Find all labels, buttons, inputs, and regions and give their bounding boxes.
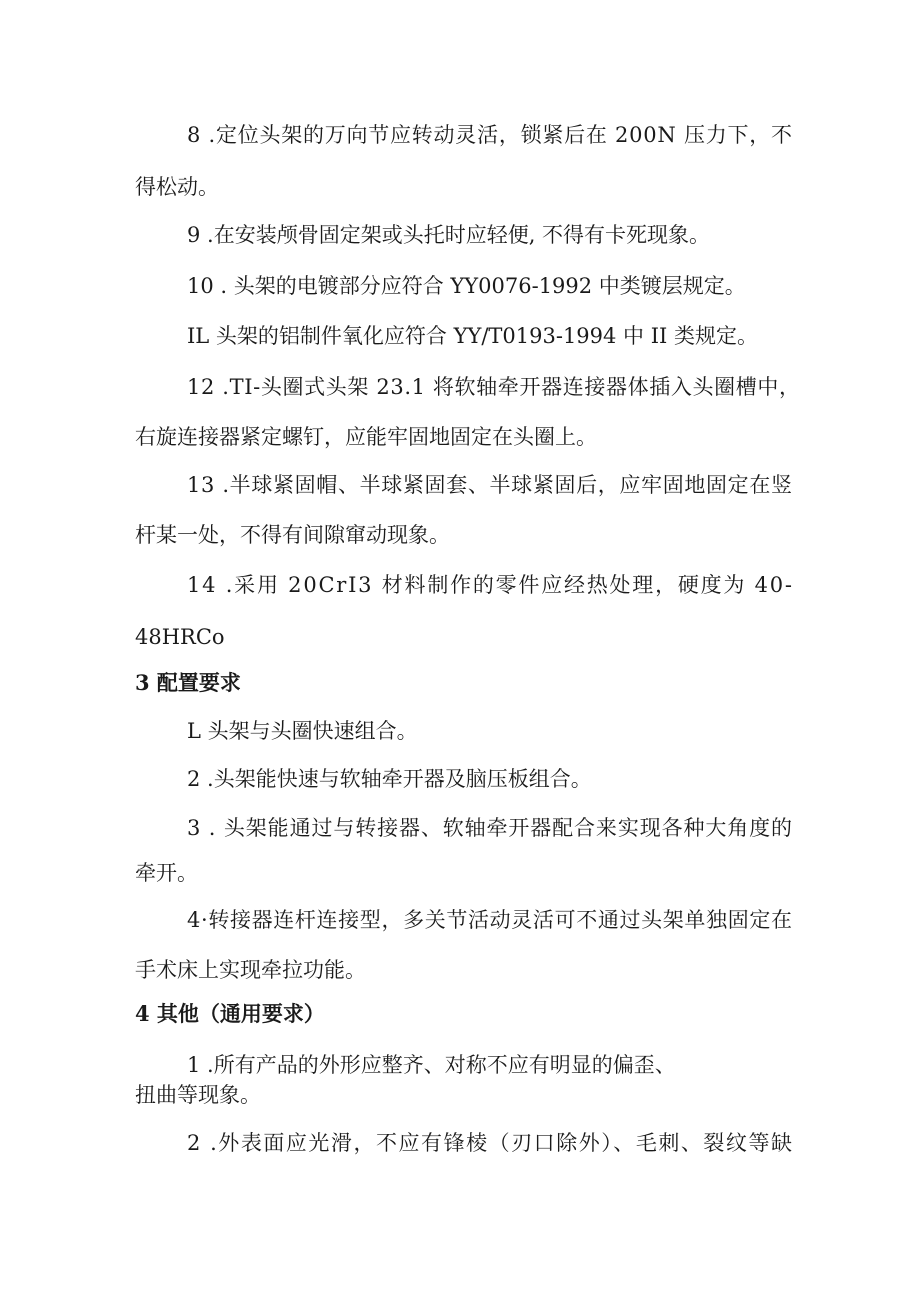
- section-heading: 3 配置要求: [135, 670, 241, 695]
- text-line: 杆某一处，不得有间隙窜动现象。: [135, 523, 450, 547]
- text-line: 牵开。: [135, 861, 198, 885]
- text-line: 4·转接器连杆连接型，多关节活动灵活可不通过头架单独固定在: [187, 908, 793, 932]
- text-line: 1 .所有产品的外形应整齐、对称不应有明显的偏歪、: [187, 1053, 676, 1077]
- text-line: 14 .采用 20CrI3 材料制作的零件应经热处理，硬度为 40-: [187, 573, 794, 597]
- section-heading: 4 其他（通用要求）: [135, 1001, 325, 1026]
- text-line: 12 .TI-头圈式头架 23.1 将软轴牵开器连接器体插入头圈槽中，: [187, 375, 801, 399]
- text-line: 右旋连接器紧定螺钉，应能牢固地固定在头圈上。: [135, 425, 597, 449]
- text-line: 扭曲等现象。: [135, 1083, 261, 1107]
- text-line: 10 . 头架的电镀部分应符合 YY0076-1992 中类镀层规定。: [187, 274, 746, 298]
- text-line: 2 .外表面应光滑，不应有锋棱（刃口除外）、毛刺、裂纹等缺: [187, 1131, 794, 1155]
- text-line: 48HRCo: [135, 625, 225, 649]
- text-line: IL 头架的铝制件氧化应符合 YY/T0193-1994 中 II 类规定。: [187, 324, 758, 348]
- text-line: 3 . 头架能通过与转接器、软轴牵开器配合来实现各种大角度的: [187, 816, 793, 840]
- text-line: 8 .定位头架的万向节应转动灵活，锁紧后在 200N 压力下，不: [187, 123, 793, 147]
- text-line: 手术床上实现牵拉功能。: [135, 958, 366, 982]
- text-line: 2 .头架能快速与软轴牵开器及脑压板组合。: [187, 767, 592, 791]
- text-line: 13 .半球紧固帽、半球紧固套、半球紧固后，应牢固地固定在竖: [187, 473, 793, 497]
- text-line: 9 .在安装颅骨固定架或头托时应轻便, 不得有卡死现象。: [187, 223, 711, 247]
- text-line: 得松动。: [135, 175, 219, 199]
- text-line: L 头架与头圈快速组合。: [187, 719, 418, 743]
